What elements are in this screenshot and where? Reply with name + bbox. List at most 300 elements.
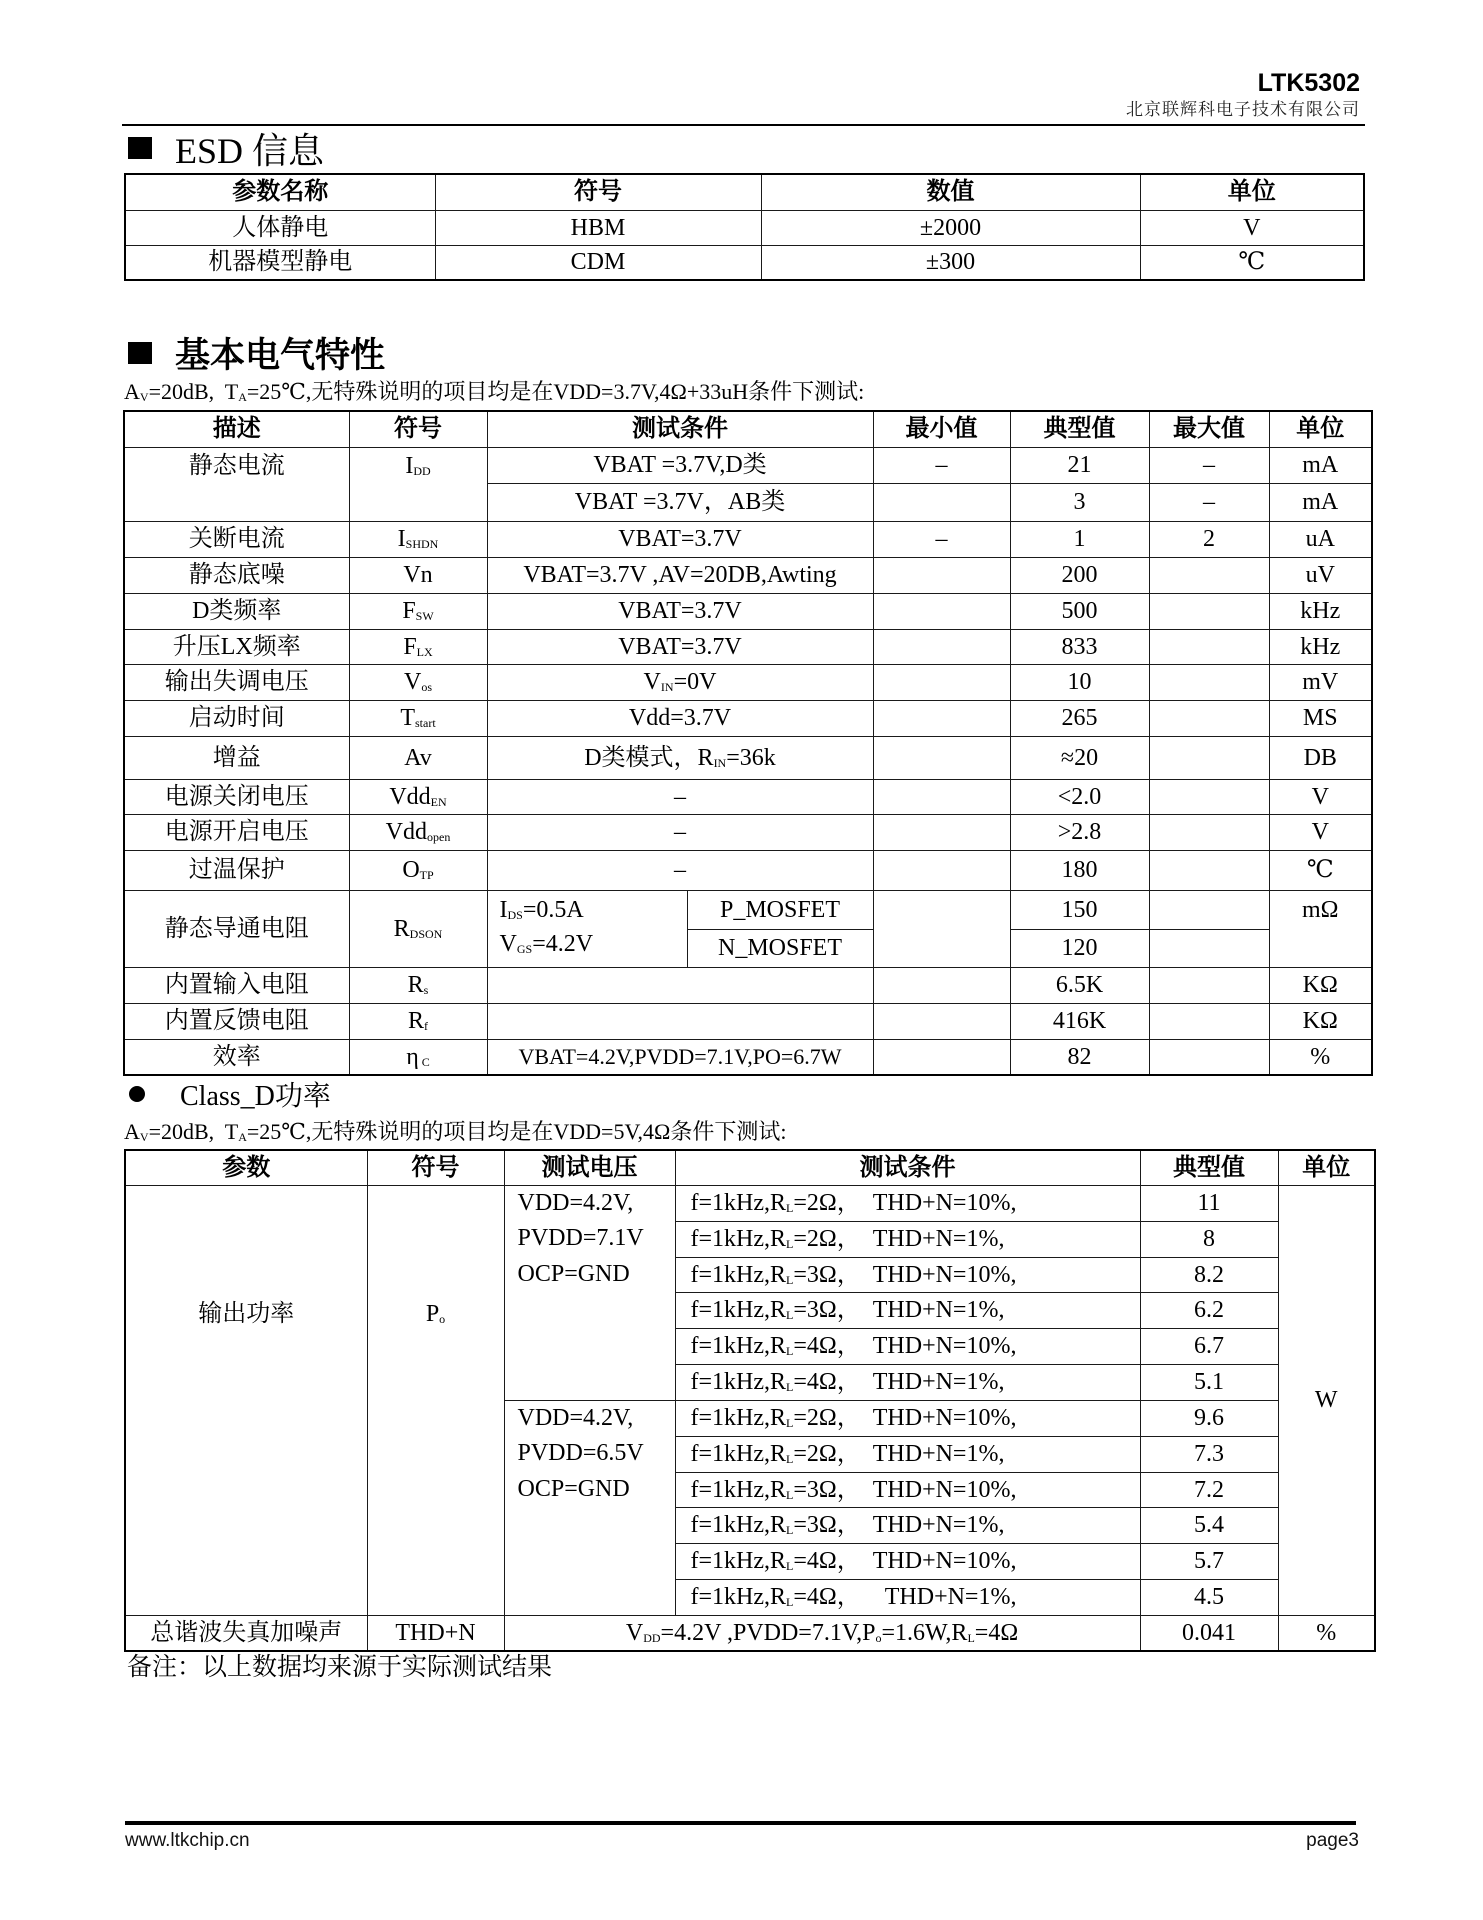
voltage-line: VDD=4.2V, xyxy=(517,1189,634,1216)
condition-cell xyxy=(487,967,873,1003)
condition-cell xyxy=(487,736,873,779)
max-cell xyxy=(1149,736,1269,779)
typ-cell: 5.1 xyxy=(1140,1364,1278,1400)
condition-subscript: IN xyxy=(660,680,674,694)
table-row xyxy=(124,629,1372,664)
table-row xyxy=(125,210,1364,245)
condition-text: f=1kHz,R xyxy=(690,1405,787,1431)
condition-text: I xyxy=(499,896,508,923)
square-bullet-icon xyxy=(128,137,152,159)
condition-text: f=1kHz,R xyxy=(690,1261,787,1288)
table-row xyxy=(124,700,1372,736)
website-link[interactable]: www.ltkchip.cn xyxy=(125,1830,250,1851)
symbol: P xyxy=(425,1300,440,1327)
min-cell xyxy=(873,664,1010,700)
condition-text: f=1kHz,R xyxy=(690,1226,787,1252)
symbol: R xyxy=(407,972,424,998)
typ-cell: 11 xyxy=(1140,1185,1278,1221)
typ-cell: 833 xyxy=(1010,629,1149,664)
table-row xyxy=(124,967,1372,1003)
table-row xyxy=(124,1003,1372,1039)
symbol-cell xyxy=(349,814,487,850)
condition-subscript: A xyxy=(238,1130,247,1144)
condition-text: =3Ω， THD+N=10%, xyxy=(793,1476,1017,1503)
table-row xyxy=(124,521,1372,557)
symbol-subscript: open xyxy=(427,830,451,844)
condition-text: =4Ω， THD+N=1%, xyxy=(793,1584,1017,1610)
table-row xyxy=(125,1615,1375,1651)
min-cell: – xyxy=(873,521,1010,557)
section-title: ESD 信息 xyxy=(175,130,325,171)
min-cell xyxy=(873,1039,1010,1075)
symbol-cell xyxy=(349,629,487,664)
unit-cell: kHz xyxy=(1269,629,1372,664)
typ-cell: 10 xyxy=(1010,664,1149,700)
unit-cell: mA xyxy=(1269,447,1372,483)
condition-text: =0.5A xyxy=(522,896,584,923)
condition-text: f=1kHz,R xyxy=(690,1297,787,1323)
condition-text: =0V xyxy=(673,669,717,695)
desc-cell: 内置反馈电阻 xyxy=(124,1003,349,1039)
max-cell xyxy=(1149,1039,1269,1075)
condition-subscript: L xyxy=(786,1487,794,1502)
unit-cell: V xyxy=(1269,814,1372,850)
symbol-subscript: SW xyxy=(415,609,434,623)
condition-cell xyxy=(504,1615,1140,1651)
electrical-table xyxy=(123,410,1373,1076)
symbol: F xyxy=(402,598,416,624)
table-row xyxy=(124,557,1372,593)
condition-text: =1.6W,R xyxy=(881,1619,968,1646)
desc-cell: 静态电流 xyxy=(124,447,349,521)
column-header: 数值 xyxy=(761,174,1140,210)
max-cell xyxy=(1149,779,1269,814)
condition-subscript: L xyxy=(786,1416,794,1430)
condition-subscript: IN xyxy=(713,755,727,770)
condition-text: =4Ω， THD+N=1%, xyxy=(793,1369,1005,1395)
condition-cell: VBAT=4.2V,PVDD=7.1V,PO=6.7W xyxy=(487,1039,873,1075)
symbol-cell xyxy=(349,521,487,557)
unit-cell: ℃ xyxy=(1140,245,1364,280)
column-header: 单位 xyxy=(1278,1150,1375,1185)
class-d-power-table xyxy=(124,1149,1376,1652)
condition-text: f=1kHz,R xyxy=(690,1476,787,1503)
symbol: V xyxy=(403,669,422,695)
condition-text: f=1kHz,R xyxy=(690,1548,787,1574)
symbol-cell xyxy=(349,779,487,814)
condition-text: =4.2V ,PVDD=7.1V,P xyxy=(660,1619,876,1646)
condition-cell xyxy=(487,890,687,967)
symbol-subscript: start xyxy=(415,716,436,730)
condition-cell xyxy=(675,1328,1140,1364)
symbol: η xyxy=(406,1043,419,1070)
symbol-cell: HBM xyxy=(435,210,761,245)
typ-cell: 8 xyxy=(1140,1221,1278,1257)
max-cell: – xyxy=(1149,447,1269,483)
condition-subscript: o xyxy=(875,1630,882,1645)
symbol: I xyxy=(397,526,406,552)
desc-cell: D类频率 xyxy=(124,593,349,629)
condition-text: =4Ω， THD+N=10%, xyxy=(793,1333,1017,1359)
condition-text: =20dB, T xyxy=(148,1119,239,1144)
param-cell: 机器模型静电 xyxy=(125,245,435,280)
symbol: Vdd xyxy=(389,783,431,810)
symbol-cell xyxy=(349,850,487,890)
desc-cell: 电源开启电压 xyxy=(124,814,349,850)
condition-cell xyxy=(675,1436,1140,1472)
symbol-subscript: DD xyxy=(413,463,431,478)
unit-cell: V xyxy=(1140,210,1364,245)
condition-text: =4Ω， THD+N=10%, xyxy=(793,1548,1017,1574)
desc-cell: 静态导通电阻 xyxy=(124,890,349,967)
table-header-row xyxy=(125,1150,1375,1185)
typ-cell: 21 xyxy=(1010,447,1149,483)
column-header: 最大值 xyxy=(1149,411,1269,447)
condition-cell xyxy=(675,1579,1140,1615)
condition-text: =25℃,无特殊说明的项目均是在VDD=3.7V,4Ω+33uH条件下测试: xyxy=(246,379,865,404)
symbol: Vn xyxy=(403,562,433,588)
table-row xyxy=(124,593,1372,629)
unit-cell: DB xyxy=(1269,736,1372,779)
section-heading-esd xyxy=(128,128,325,171)
unit-cell: ℃ xyxy=(1269,850,1372,890)
max-cell xyxy=(1149,700,1269,736)
table-row xyxy=(124,1039,1372,1075)
typ-cell: 3 xyxy=(1010,483,1149,521)
condition-subscript: GS xyxy=(516,941,533,956)
condition-text: =2Ω， THD+N=1%, xyxy=(793,1441,1005,1467)
param-cell: 人体静电 xyxy=(125,210,435,245)
condition-subscript: L xyxy=(786,1595,794,1609)
unit-cell: KΩ xyxy=(1269,967,1372,1003)
symbol-cell xyxy=(349,700,487,736)
min-cell xyxy=(873,967,1010,1003)
unit-cell: mA xyxy=(1269,483,1372,521)
unit-cell: KΩ xyxy=(1269,1003,1372,1039)
unit-cell: MS xyxy=(1269,700,1372,736)
min-cell xyxy=(873,890,1010,967)
unit-cell: W xyxy=(1278,1185,1375,1615)
condition-subscript: DS xyxy=(507,907,523,922)
condition-subscript: V xyxy=(139,1130,149,1144)
company-name: 北京联辉科电子技术有限公司 xyxy=(1126,100,1360,119)
max-cell xyxy=(1149,890,1269,929)
condition-subscript: L xyxy=(967,1630,975,1645)
symbol-subscript: LX xyxy=(416,644,433,659)
min-cell xyxy=(873,557,1010,593)
voltage-line: OCP=GND xyxy=(517,1260,630,1287)
symbol-cell xyxy=(367,1185,504,1615)
condition-cell: – xyxy=(487,814,873,850)
condition-subscript: L xyxy=(786,1237,794,1251)
desc-cell: 升压LX频率 xyxy=(124,629,349,664)
condition-text: f=1kHz,R xyxy=(690,1190,787,1216)
desc-cell: 电源关闭电压 xyxy=(124,779,349,814)
desc-cell: 效率 xyxy=(124,1039,349,1075)
condition-subscript: L xyxy=(786,1308,794,1322)
test-voltage-cell xyxy=(504,1400,675,1615)
max-cell xyxy=(1149,1003,1269,1039)
max-cell: – xyxy=(1149,483,1269,521)
condition-cell: VBAT =3.7V,D类 xyxy=(487,447,873,483)
table-header-row xyxy=(125,174,1364,210)
condition-subscript: L xyxy=(786,1523,794,1537)
max-cell xyxy=(1149,664,1269,700)
desc-cell: 静态底噪 xyxy=(124,557,349,593)
symbol-subscript: TP xyxy=(419,868,434,882)
section-heading-class-d xyxy=(129,1076,331,1112)
condition-text: =2Ω， THD+N=1%, xyxy=(793,1226,1005,1252)
condition-cell xyxy=(675,1543,1140,1579)
symbol: F xyxy=(403,633,417,660)
typ-cell: 500 xyxy=(1010,593,1149,629)
footer-divider xyxy=(125,1821,1356,1825)
typ-cell: 1 xyxy=(1010,521,1149,557)
symbol: Av xyxy=(404,744,432,771)
condition-text: D类模式，R xyxy=(584,744,714,771)
condition-text: V xyxy=(625,1619,644,1646)
condition-cell: Vdd=3.7V xyxy=(487,700,873,736)
symbol: Vdd xyxy=(385,819,427,845)
max-cell: 2 xyxy=(1149,521,1269,557)
test-voltage-cell xyxy=(504,1185,675,1400)
condition-subscript: A xyxy=(238,390,247,404)
unit-cell: % xyxy=(1269,1039,1372,1075)
page-number: page3 xyxy=(1306,1830,1359,1851)
condition-text: =25℃,无特殊说明的项目均是在VDD=5V,4Ω条件下测试: xyxy=(246,1119,787,1144)
typ-cell: <2.0 xyxy=(1010,779,1149,814)
min-cell: – xyxy=(873,447,1010,483)
min-cell xyxy=(873,736,1010,779)
symbol-cell xyxy=(349,664,487,700)
test-condition-note xyxy=(124,379,864,405)
max-cell xyxy=(1149,967,1269,1003)
desc-cell: 内置输入电阻 xyxy=(124,967,349,1003)
column-header: 测试条件 xyxy=(487,411,873,447)
symbol-cell xyxy=(349,593,487,629)
condition-subscript: L xyxy=(786,1380,794,1394)
column-header: 单位 xyxy=(1140,174,1364,210)
section-title: 基本电气特性 xyxy=(175,336,386,375)
condition-text: =4.2V xyxy=(532,930,594,957)
typ-cell: 180 xyxy=(1010,850,1149,890)
condition-cell xyxy=(675,1400,1140,1436)
condition-text: =20dB, T xyxy=(148,379,239,404)
condition-text: A xyxy=(124,1119,140,1144)
table-row xyxy=(124,779,1372,814)
condition-line xyxy=(500,927,687,961)
condition-cell: VBAT=3.7V ,AV=20DB,Awting xyxy=(487,557,873,593)
unit-cell: V xyxy=(1269,779,1372,814)
symbol-subscript: o xyxy=(439,1311,446,1326)
table-row xyxy=(125,245,1364,280)
condition-subscript: DD xyxy=(643,1630,661,1645)
test-condition-note xyxy=(124,1119,786,1145)
condition-subscript: L xyxy=(786,1344,794,1358)
symbol-subscript: f xyxy=(424,1019,428,1033)
typ-cell: 6.5K xyxy=(1010,967,1149,1003)
condition-cell xyxy=(487,664,873,700)
min-cell xyxy=(873,779,1010,814)
min-cell xyxy=(873,483,1010,521)
vo ltage-line: OCP=GND xyxy=(517,1475,630,1502)
typ-cell: 5.7 xyxy=(1140,1543,1278,1579)
param-cell: 总谐波失真加噪声 xyxy=(125,1615,367,1651)
unit-cell: uA xyxy=(1269,521,1372,557)
unit-cell: mΩ xyxy=(1269,890,1372,967)
desc-cell: 过温保护 xyxy=(124,850,349,890)
symbol-cell: CDM xyxy=(435,245,761,280)
column-header: 典型值 xyxy=(1140,1150,1278,1185)
condition-line xyxy=(500,893,687,927)
condition-text: f=1kHz,R xyxy=(690,1333,787,1359)
column-header: 典型值 xyxy=(1010,411,1149,447)
typ-cell: 7.2 xyxy=(1140,1472,1278,1507)
typ-cell: 120 xyxy=(1010,929,1149,967)
max-cell xyxy=(1149,850,1269,890)
product-name: LTK5302 xyxy=(1257,69,1360,97)
column-header: 测试条件 xyxy=(675,1150,1140,1185)
symbol-subscript: s xyxy=(423,983,429,997)
min-cell xyxy=(873,629,1010,664)
typ-cell: 6.7 xyxy=(1140,1328,1278,1364)
min-cell xyxy=(873,700,1010,736)
max-cell xyxy=(1149,814,1269,850)
symbol-subscript: EN xyxy=(430,794,447,809)
typ-cell: 0.041 xyxy=(1140,1615,1278,1651)
min-cell xyxy=(873,814,1010,850)
column-header: 参数 xyxy=(125,1150,367,1185)
table-row xyxy=(124,850,1372,890)
condition-text: =3Ω， THD+N=1%, xyxy=(793,1512,1005,1538)
column-header: 单位 xyxy=(1269,411,1372,447)
condition-cell xyxy=(675,1257,1140,1292)
typ-cell: 416K xyxy=(1010,1003,1149,1039)
condition-text: f=1kHz,R xyxy=(690,1441,787,1467)
column-header: 描述 xyxy=(124,411,349,447)
symbol-cell xyxy=(349,1039,487,1075)
condition-subscript: V xyxy=(139,390,149,404)
condition-subscript: L xyxy=(786,1201,794,1215)
table-row xyxy=(124,664,1372,700)
table-row xyxy=(124,890,1372,929)
condition-text: f=1kHz,R xyxy=(690,1584,787,1610)
column-header: 符号 xyxy=(435,174,761,210)
desc-cell: 关断电流 xyxy=(124,521,349,557)
symbol-cell xyxy=(349,967,487,1003)
voltage-line: PVDD=6.5V xyxy=(517,1440,644,1466)
min-cell xyxy=(873,1003,1010,1039)
unit-cell: kHz xyxy=(1269,593,1372,629)
table-row xyxy=(124,447,1372,483)
typ-cell: 4.5 xyxy=(1140,1579,1278,1615)
condition-text: f=1kHz,R xyxy=(690,1369,787,1395)
symbol-cell: THD+N xyxy=(367,1615,504,1651)
typ-cell: 5.4 xyxy=(1140,1507,1278,1543)
typ-cell: 200 xyxy=(1010,557,1149,593)
symbol-cell xyxy=(349,447,487,521)
max-cell xyxy=(1149,557,1269,593)
condition-text: =2Ω， THD+N=10%, xyxy=(793,1190,1017,1216)
column-header: 符号 xyxy=(349,411,487,447)
condition-subscript: L xyxy=(786,1452,794,1466)
condition-cell xyxy=(675,1292,1140,1328)
square-bullet-icon xyxy=(128,342,152,364)
condition-text: =3Ω， THD+N=10%, xyxy=(793,1261,1017,1288)
condition-text: V xyxy=(643,669,661,695)
condition-text: =3Ω， THD+N=1%, xyxy=(793,1297,1005,1323)
mosfet-type-cell: P_MOSFET xyxy=(687,890,873,929)
desc-cell: 输出失调电压 xyxy=(124,664,349,700)
desc-cell: 增益 xyxy=(124,736,349,779)
condition-cell: VBAT=3.7V xyxy=(487,593,873,629)
column-header: 测试电压 xyxy=(504,1150,675,1185)
symbol-subscript: os xyxy=(421,680,432,694)
table-row xyxy=(124,736,1372,779)
condition-text: =2Ω， THD+N=10%, xyxy=(793,1405,1017,1431)
section-heading-electrical xyxy=(128,333,385,373)
typ-cell: 265 xyxy=(1010,700,1149,736)
typ-cell: 8.2 xyxy=(1140,1257,1278,1292)
voltage-line: PVDD=7.1V xyxy=(517,1225,644,1251)
condition-cell: – xyxy=(487,779,873,814)
param-cell: 输出功率 xyxy=(125,1185,367,1615)
mosfet-type-cell: N_MOSFET xyxy=(687,929,873,967)
condition-text: A xyxy=(124,379,140,404)
typ-cell: 82 xyxy=(1010,1039,1149,1075)
max-cell xyxy=(1149,929,1269,967)
symbol: T xyxy=(400,705,415,731)
condition-cell: VBAT =3.7V，AB类 xyxy=(487,483,873,521)
symbol: O xyxy=(402,857,420,883)
unit-cell: uV xyxy=(1269,557,1372,593)
symbol-cell xyxy=(349,557,487,593)
symbol-subscript: DSON xyxy=(409,926,443,941)
symbol-subscript: SHDN xyxy=(405,537,439,551)
symbol-cell xyxy=(349,890,487,967)
table-row xyxy=(125,1185,1375,1221)
condition-cell xyxy=(487,1003,873,1039)
condition-cell: VBAT=3.7V xyxy=(487,521,873,557)
desc-cell: 启动时间 xyxy=(124,700,349,736)
condition-text: f=1kHz,R xyxy=(690,1512,787,1538)
condition-text: =4Ω xyxy=(974,1619,1019,1646)
condition-cell: – xyxy=(487,850,873,890)
symbol-cell xyxy=(349,736,487,779)
typ-cell: 9.6 xyxy=(1140,1400,1278,1436)
symbol: R xyxy=(407,1008,424,1034)
condition-text: =36k xyxy=(726,744,776,771)
condition-cell: VBAT=3.7V xyxy=(487,629,873,664)
typ-cell: 6.2 xyxy=(1140,1292,1278,1328)
footnote: 备注：以上数据均来源于实际测试结果 xyxy=(127,1654,553,1681)
symbol-cell xyxy=(349,1003,487,1039)
table-header-row xyxy=(124,411,1372,447)
min-cell xyxy=(873,593,1010,629)
column-header: 参数名称 xyxy=(125,174,435,210)
round-bullet-icon xyxy=(129,1086,145,1102)
symbol: I xyxy=(405,452,414,479)
column-header: 符号 xyxy=(367,1150,504,1185)
voltage-line: VDD=4.2V, xyxy=(517,1404,634,1431)
table-row xyxy=(124,814,1372,850)
max-cell xyxy=(1149,593,1269,629)
condition-cell xyxy=(675,1507,1140,1543)
section-title: Class_D功率 xyxy=(180,1081,331,1112)
condition-cell xyxy=(675,1472,1140,1507)
unit-cell: mV xyxy=(1269,664,1372,700)
condition-text: V xyxy=(499,930,517,957)
